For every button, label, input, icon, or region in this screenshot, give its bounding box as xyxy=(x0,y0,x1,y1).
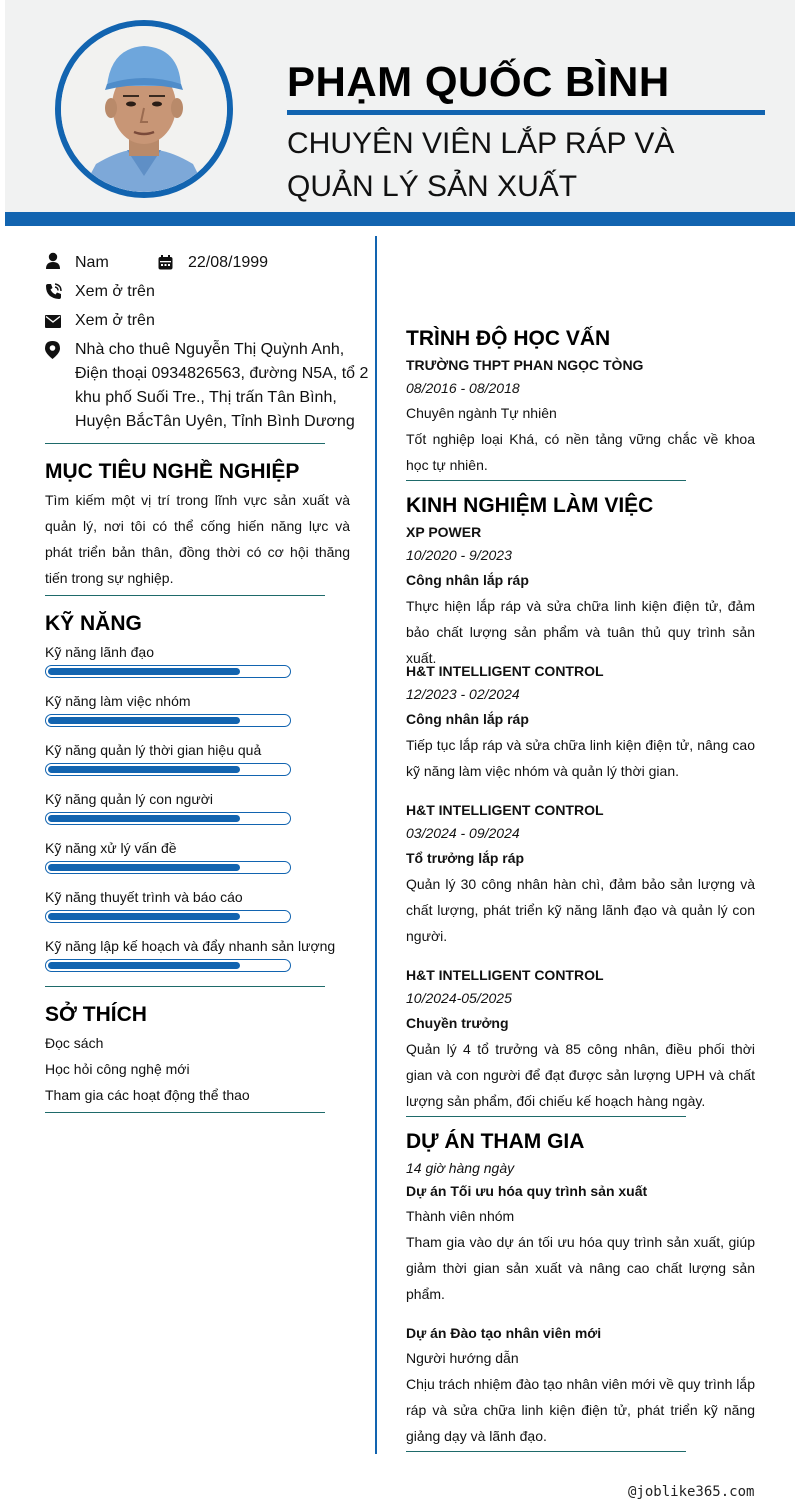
education-description: Tốt nghiệp loại Khá, có nền tảng vững chắc về khoa học tự nhiên. xyxy=(406,431,755,473)
job-period: 10/2020 - 9/2023 xyxy=(406,547,512,563)
objective-heading: MỤC TIÊU NGHỀ NGHIỆP xyxy=(45,460,300,483)
skill-bar xyxy=(45,763,291,776)
projects-heading: DỰ ÁN THAM GIA xyxy=(406,1130,585,1153)
skill-label: Kỹ năng quản lý thời gian hiệu quả xyxy=(45,742,262,758)
section-rule xyxy=(45,986,325,987)
job-description: Tiếp tục lắp ráp và sửa chữa linh kiện điện tử, nâng cao kỹ năng làm việc nhóm và quản lý thời gian. xyxy=(406,737,755,779)
school-name: TRƯỜNG THPT PHAN NGỌC TÒNG xyxy=(406,357,644,373)
skill-bar-fill xyxy=(48,668,240,675)
skill-label: Kỹ năng lập kế hoạch và đẩy nhanh sản lượng xyxy=(45,938,336,954)
job-period: 12/2023 - 02/2024 xyxy=(406,686,520,702)
column-divider xyxy=(375,236,377,1454)
mail-icon xyxy=(45,315,61,333)
job-role: Chuyền trưởng xyxy=(406,1015,509,1031)
phone-icon xyxy=(45,283,61,301)
candidate-title: CHUYÊN VIÊN LẮP RÁP VÀ QUẢN LÝ SẢN XUẤT xyxy=(287,127,675,203)
skill-label: Kỹ năng quản lý con người xyxy=(45,791,213,807)
job-company: H&T INTELLIGENT CONTROL xyxy=(406,663,604,679)
user-icon xyxy=(45,252,61,270)
education-major: Chuyên ngành Tự nhiên xyxy=(406,405,557,421)
skill-bar-fill xyxy=(48,766,240,773)
job-period: 03/2024 - 09/2024 xyxy=(406,825,520,841)
skill-bar-fill xyxy=(48,717,240,724)
job-role: Tổ trưởng lắp ráp xyxy=(406,850,525,866)
profile-photo xyxy=(55,20,233,198)
project-description: Chịu trách nhiệm đào tạo nhân viên mới về quy trình lắp ráp và sửa chữa linh kiện điện tử, phát triển kỹ năng giảng dạy và lãnh đạo. xyxy=(406,1376,755,1444)
section-rule xyxy=(45,443,325,444)
project-role: Người hướng dẫn xyxy=(406,1350,519,1366)
skill-bar xyxy=(45,665,291,678)
skill-bar-fill xyxy=(48,864,240,871)
job-company: H&T INTELLIGENT CONTROL xyxy=(406,802,604,818)
birthdate-value: 22/08/1999 xyxy=(188,254,269,271)
location-pin-icon xyxy=(45,341,61,359)
section-rule xyxy=(45,1112,325,1113)
skill-label: Kỹ năng thuyết trình và báo cáo xyxy=(45,889,243,905)
skill-bar xyxy=(45,910,291,923)
job-role: Công nhân lắp ráp xyxy=(406,572,529,588)
skill-bar xyxy=(45,861,291,874)
section-rule xyxy=(406,1451,686,1452)
calendar-icon xyxy=(158,255,174,273)
skills-heading: KỸ NĂNG xyxy=(45,612,142,635)
project-name: Dự án Tối ưu hóa quy trình sản xuất xyxy=(406,1183,648,1199)
objective-text: Tìm kiếm một vị trí trong lĩnh vực sản xuất và quản lý, nơi tôi có thể cống hiến năng lực và phát triển bản thân, đồng thời có cơ hội thăng tiến trong sự nghiệp. xyxy=(45,492,350,586)
job-company: XP POWER xyxy=(406,524,482,540)
skill-bar xyxy=(45,959,291,972)
header-accent-bar xyxy=(5,212,795,226)
education-period: 08/2016 - 08/2018 xyxy=(406,380,520,396)
skill-label: Kỹ năng lãnh đạo xyxy=(45,644,154,660)
job-company: H&T INTELLIGENT CONTROL xyxy=(406,967,604,983)
phone-value: Xem ở trên xyxy=(75,283,155,300)
experience-heading: KINH NGHIỆM LÀM VIỆC xyxy=(406,494,654,517)
name-underline xyxy=(287,110,765,115)
footer-website: @joblike365.com xyxy=(628,1484,755,1500)
projects-time: 14 giờ hàng ngày xyxy=(406,1160,515,1176)
candidate-name: PHẠM QUỐC BÌNH xyxy=(287,58,670,105)
skill-bar-fill xyxy=(48,913,240,920)
email-value: Xem ở trên xyxy=(75,312,155,329)
skill-label: Kỹ năng làm việc nhóm xyxy=(45,693,191,709)
hobby-item: Học hỏi công nghệ mới xyxy=(45,1061,190,1077)
section-rule xyxy=(45,595,325,596)
job-description: Quản lý 4 tổ trưởng và 85 công nhân, điều phối thời gian và con người để đạt được sản lượng UPH và chất lượng sản phẩm, đối chiếu kế hoạch hàng ngày. xyxy=(406,1041,755,1109)
education-heading: TRÌNH ĐỘ HỌC VẤN xyxy=(406,327,611,350)
project-role: Thành viên nhóm xyxy=(406,1208,515,1224)
job-period: 10/2024-05/2025 xyxy=(406,990,512,1006)
hobby-item: Đọc sách xyxy=(45,1035,104,1051)
gender-value: Nam xyxy=(75,254,109,271)
skill-bar xyxy=(45,714,291,727)
job-role: Công nhân lắp ráp xyxy=(406,711,529,727)
job-description: Quản lý 30 công nhân hàn chì, đảm bảo sản lượng và chất lượng, phát triển kỹ năng lãnh đạo và quản lý con người. xyxy=(406,876,755,944)
address-value: Nhà cho thuê Nguyễn Thị Quỳnh Anh, Điện thoại 0934826563, đường N5A, tổ 2 khu phố Suối Tre., Thị trấn Tân Bình, Huyện BắcTân Uyên, Tỉnh Bình Dương xyxy=(75,341,369,430)
skill-bar-fill xyxy=(48,962,240,969)
hobby-item: Tham gia các hoạt động thể thao xyxy=(45,1087,250,1103)
job-description: Thực hiện lắp ráp và sửa chữa linh kiện điện tử, đảm bảo chất lượng sản phẩm và tuân thủ quy trình sản xuất. xyxy=(406,598,755,666)
project-name: Dự án Đào tạo nhân viên mới xyxy=(406,1325,602,1341)
skill-bar-fill xyxy=(48,815,240,822)
hobbies-heading: SỞ THÍCH xyxy=(45,1003,147,1026)
section-rule xyxy=(406,1116,686,1117)
skill-bar xyxy=(45,812,291,825)
skill-label: Kỹ năng xử lý vấn đề xyxy=(45,840,177,856)
section-rule xyxy=(406,480,686,481)
project-description: Tham gia vào dự án tối ưu hóa quy trình sản xuất, giúp giảm thời gian sản xuất và nâng cao chất lượng sản phẩm. xyxy=(406,1234,755,1302)
